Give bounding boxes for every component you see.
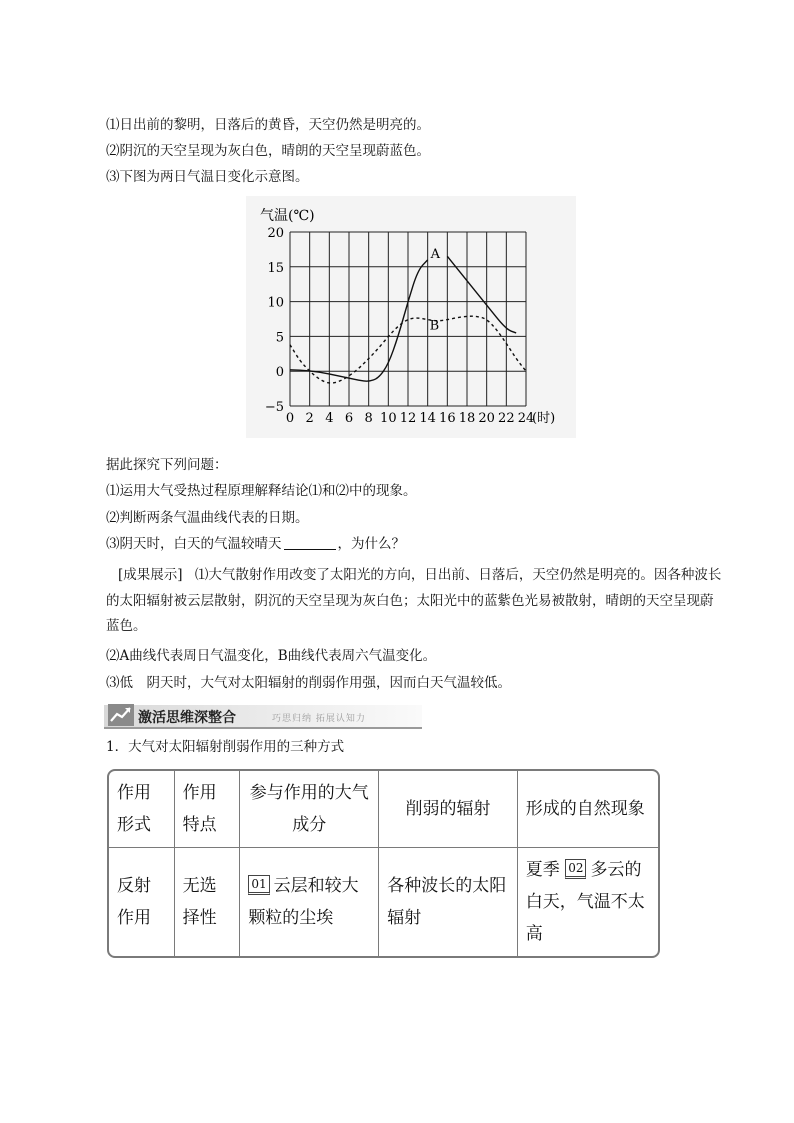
statement-1: ⑴日出前的黎明，日落后的黄昏，天空仍然是明亮的。 — [106, 117, 430, 133]
x-tick-label: 8 — [364, 411, 373, 426]
question-3-suffix: ，为什么？ — [337, 536, 405, 552]
y-tick-label: 0 — [275, 365, 284, 381]
x-tick-label: 18 — [458, 411, 476, 426]
cell-form: 反射作用 — [109, 848, 175, 956]
question-3 — [106, 535, 405, 553]
cell-component-text: 云层和较大颗粒的尘埃 — [248, 876, 359, 928]
section-title: 激活思维深整合 — [138, 710, 236, 726]
answer-label: [成果展示] — [118, 567, 183, 583]
answer-mark-02: 02 — [565, 859, 586, 879]
cell-radiation: 各种波长的太阳辐射 — [379, 848, 518, 956]
x-tick-label: 0 — [285, 411, 295, 426]
x-tick-label: 6 — [344, 411, 354, 426]
y-axis-label: 气温(℃) — [260, 208, 315, 224]
answer-1-text: ⑴大气散射作用改变了太阳光的方向，日出前、日落后，天空仍然是明亮的。因各种波长的太阳辐射被云层散射，阴沉的天空呈现为灰白色；太阳光中的蓝紫色光易被散射，晴朗的天空呈现蔚蓝色。 — [106, 567, 722, 634]
section-subtitle: 巧思归纳 拓展认知力 — [272, 714, 366, 724]
x-tick-label: 22 — [498, 411, 515, 426]
question-3-text: ⑶阴天时，白天的气温较晴天 — [106, 536, 282, 552]
y-tick-label: 10 — [267, 295, 284, 311]
section-banner — [104, 702, 424, 728]
y-tick-label: 15 — [267, 260, 284, 276]
table-row — [109, 848, 658, 956]
header-component: 参与作用的大气成分 — [240, 771, 379, 848]
header-phenomenon: 形成的自然现象 — [518, 771, 658, 848]
x-tick-label: 2 — [305, 411, 314, 426]
header-radiation: 削弱的辐射 — [379, 771, 518, 848]
answer-paragraph-3: ⑶低 阴天时，大气对太阳辐射的削弱作用强，因而白天气温较低。 — [106, 675, 511, 691]
cell-component — [240, 848, 379, 956]
answer-paragraph-2: ⑵A曲线代表周日气温变化，B曲线代表周六气温变化。 — [106, 648, 437, 664]
question-1: ⑴运用大气受热过程原理解释结论⑴和⑵中的现象。 — [106, 483, 417, 499]
table-header-row — [109, 771, 658, 848]
statement-3: ⑶下图为两日气温日变化示意图。 — [106, 169, 309, 185]
x-tick-label: 16 — [439, 411, 456, 426]
cell-phenomenon-text: 多云的白天，气温不太高 — [525, 860, 645, 944]
series-label-A: A — [430, 246, 441, 262]
temperature-chart-svg — [246, 196, 576, 438]
answer-paragraph-1 — [106, 563, 726, 640]
statement-2: ⑵阴沉的天空呈现为灰白色，晴朗的天空呈现蔚蓝色。 — [106, 143, 430, 159]
y-tick-label: 20 — [267, 226, 284, 241]
y-tick-label: −5 — [264, 400, 284, 415]
question-2: ⑵判断两条气温曲线代表的日期。 — [106, 510, 309, 526]
x-tick-label: 14 — [419, 411, 436, 426]
question-intro: 据此探究下列问题： — [106, 457, 228, 473]
header-form: 作用形式 — [109, 771, 175, 848]
header-feature: 作用特点 — [175, 771, 241, 848]
y-tick-label: 5 — [275, 330, 284, 346]
x-tick-label: 24 — [517, 411, 535, 426]
cell-feature: 无选择性 — [175, 848, 241, 956]
series-label-B: B — [429, 318, 440, 334]
section-heading: 1．大气对太阳辐射削弱作用的三种方式 — [106, 739, 345, 755]
answer-mark-01: 01 — [248, 875, 269, 895]
x-tick-label: 4 — [325, 411, 334, 426]
x-axis-label: (时) — [532, 411, 556, 426]
x-tick-label: 12 — [399, 411, 417, 426]
x-tick-label: 10 — [380, 411, 397, 426]
cell-phenomenon — [518, 848, 658, 956]
x-tick-label: 20 — [478, 411, 495, 426]
attenuation-table — [107, 769, 660, 958]
trend-chart-icon — [108, 704, 134, 726]
temperature-chart — [246, 196, 576, 438]
answer-blank — [284, 535, 336, 550]
cell-phenomenon-prefix: 夏季 — [525, 860, 560, 880]
